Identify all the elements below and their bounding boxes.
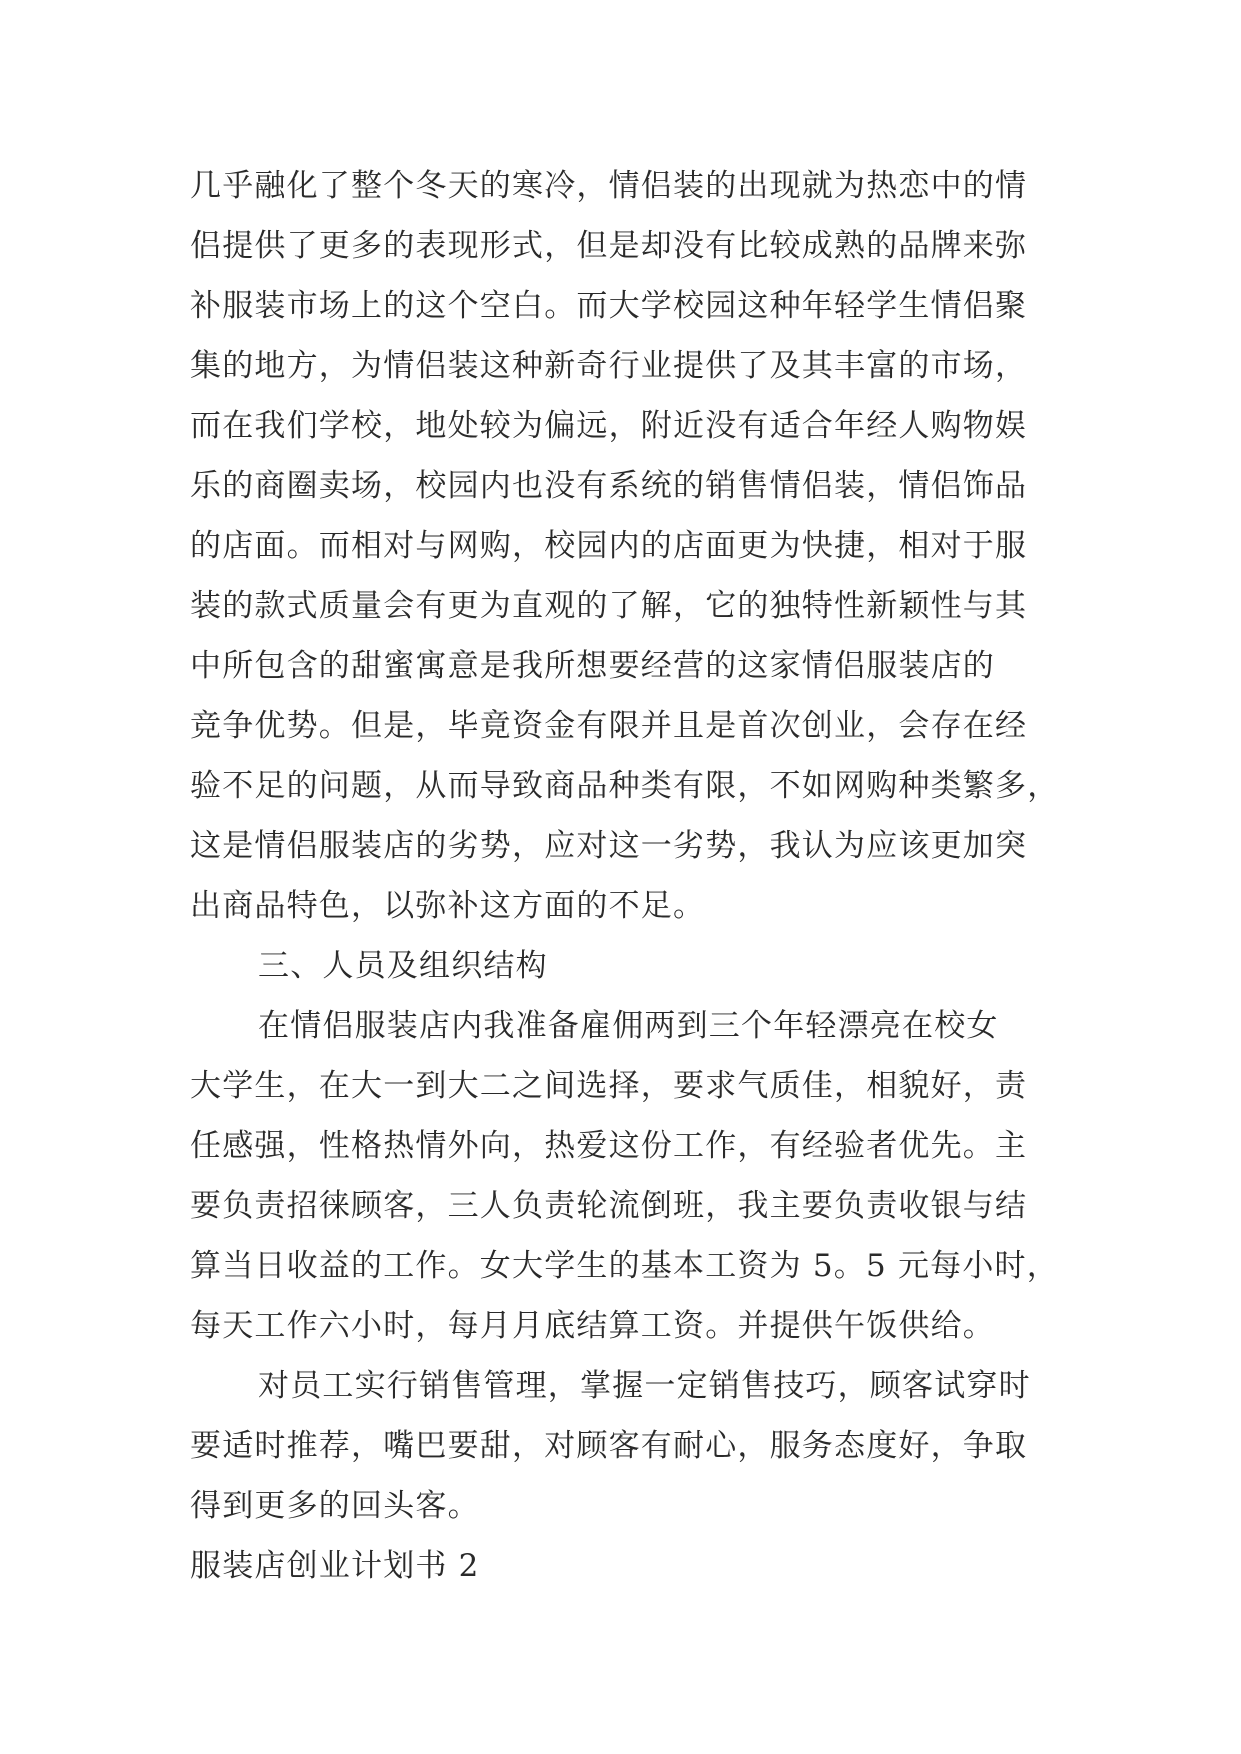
paragraph-line: 乐的商圈卖场，校园内也没有系统的销售情侣装，情侣饰品 bbox=[190, 468, 1028, 504]
paragraph-line: 的店面。而相对与网购，校园内的店面更为快捷，相对于服 bbox=[190, 528, 1028, 564]
paragraph-line: 竞争优势。但是，毕竟资金有限并且是首次创业，会存在经 bbox=[190, 708, 1028, 744]
paragraph-line: 集的地方，为情侣装这种新奇行业提供了及其丰富的市场， bbox=[190, 348, 1028, 384]
paragraph-line: 侣提供了更多的表现形式，但是却没有比较成熟的品牌来弥 bbox=[190, 228, 1028, 264]
paragraph-line: 出商品特色，以弥补这方面的不足。 bbox=[190, 888, 706, 924]
paragraph-line: 要负责招徕顾客，三人负责轮流倒班，我主要负责收银与结 bbox=[190, 1188, 1028, 1224]
paragraph-line: 对员工实行销售管理，掌握一定销售技巧，顾客试穿时 bbox=[258, 1368, 1031, 1404]
paragraph-line: 得到更多的回头客。 bbox=[190, 1488, 480, 1524]
paragraph-line: 几乎融化了整个冬天的寒冷，情侣装的出现就为热恋中的情 bbox=[190, 168, 1028, 204]
paragraph-line: 装的款式质量会有更为直观的了解，它的独特性新颖性与其 bbox=[190, 588, 1028, 624]
paragraph-line: 而在我们学校，地处较为偏远，附近没有适合年经人购物娱 bbox=[190, 408, 1028, 444]
paragraph-line: 大学生，在大一到大二之间选择，要求气质佳，相貌好，责 bbox=[190, 1068, 1028, 1104]
paragraph-line: 在情侣服装店内我准备雇佣两到三个年轻漂亮在校女 bbox=[258, 1008, 999, 1044]
paragraph-line: 这是情侣服装店的劣势，应对这一劣势，我认为应该更加突 bbox=[190, 828, 1028, 864]
paragraph-line: 算当日收益的工作。女大学生的基本工资为 5。5 元每小时， bbox=[190, 1248, 1059, 1284]
paragraph-line: 任感强，性格热情外向，热爱这份工作，有经验者优先。主 bbox=[190, 1128, 1028, 1164]
paragraph-line: 验不足的问题，从而导致商品种类有限，不如网购种类繁多， bbox=[190, 768, 1060, 804]
paragraph-line: 要适时推荐，嘴巴要甜，对顾客有耐心，服务态度好，争取 bbox=[190, 1428, 1028, 1464]
paragraph-line: 中所包含的甜蜜寓意是我所想要经营的这家情侣服装店的 bbox=[190, 648, 995, 684]
document-title: 服装店创业计划书 2 bbox=[190, 1548, 480, 1584]
paragraph-line: 每天工作六小时，每月月底结算工资。并提供午饭供给。 bbox=[190, 1308, 995, 1344]
paragraph-line: 补服装市场上的这个空白。而大学校园这种年轻学生情侣聚 bbox=[190, 288, 1028, 324]
section-heading: 三、人员及组织结构 bbox=[258, 948, 548, 984]
